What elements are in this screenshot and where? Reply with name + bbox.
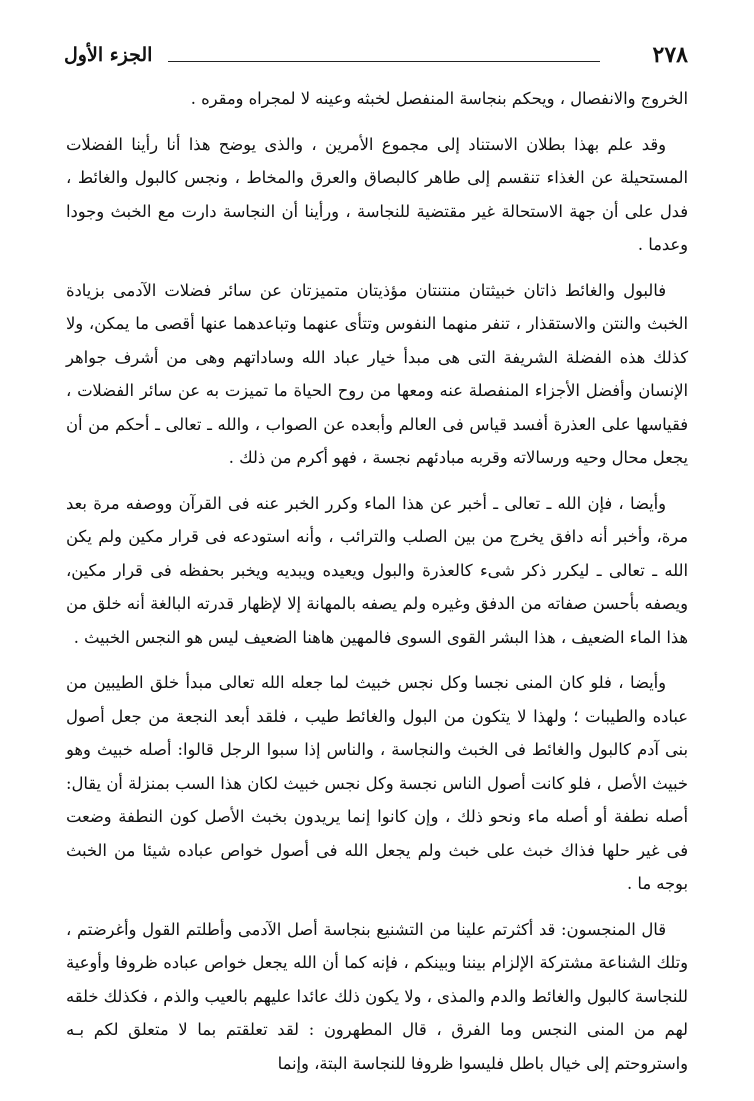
page-number: ٢٧٨ <box>652 42 688 68</box>
paragraph-2: وقد علم بهذا بطلان الاستناد إلى مجموع الأمرين ، والذى يوضح هذا أنا رأينا الفضلات المستحيلة عن الغذاء تنقسم إلى طاهر كالبصاق والعرق والمخاط ، ونجس كالبول والغائط ، فدل على أن جهة الاستحالة غير مقتضية للنجاسة ، ورأينا أن النجاسة دارت مع الخبث وجودا وعدما . <box>66 134 688 254</box>
paragraph-3: فالبول والغائط ذاتان خبيثتان منتنتان مؤذيتان متميزتان عن سائر فضلات الآدمى بزيادة الخبث والنتن والاستقذار ، تنفر منهما النفوس وتتأى عنهما وتباعدهما عنها أقصى ما يمكن، ولا كذلك هذه الفضلة الشريفة التى هى مبدأ خيار عباد الله وساداتهم وهى من أشرف جواهر الإنسان وأفضل الأجزاء المنفصلة عنه ومعها من روح الحياة ما تميزت به عن سائر الفضلات ، فقياسها على العذرة أفسد قياس فى العالم وأبعده عن الصواب ، والله ـ تعالى ـ أحكم من أن يجعل محال وحيه ورسالاته وقربه مبادئهم نجسة ، فهو أكرم من ذلك . <box>66 280 688 467</box>
paragraph-6: قال المنجسون: قد أكثرتم علينا من التشنيع بنجاسة أصل الآدمى وأطلتم القول وأغرضتم ، وتلك الشناعة مشتركة الإلزام بيننا وبينكم ، فإنه كما أن الله يجعل خواص عباده ظروفا وأوعية للنجاسة كالبول والغائط والدم والمذى ، ولا يكون ذلك عائدا عليهم بالعيب والذم ، فكذلك خلقه لهم من المنى النجس وما الفرق ، قال المطهرون : لقد تعلقتم بما لا متعلق لكم بـه واستروحتم إلى خيال باطل فليسوا ظروفا للنجاسة البتة، وإنما <box>66 919 688 1073</box>
page-header <box>64 40 688 80</box>
paragraph-1: الخروج والانفصال ، ويحكم بنجاسة المنفصل لخبثه وعينه لا لمجراه ومقره . <box>190 89 688 108</box>
paragraph-5: وأيضا ، فلو كان المنى نجسا وكل نجس خبيث لما جعله الله تعالى مبدأ خلق الطيبين من عباده والطيبات ؛ ولهذا لا يتكون من البول والغائط طيب ، فلقد أبعد النجعة من جعل أصول بنى آدم كالبول والغائط فى الخبث والنجاسة ، والناس إذا سبوا الرجل قالوا: أصله خبيث وهو خبيث الأصل ، فلو كانت أصول الناس نجسة وكل نجس خبيث لكان هذا السب بمنزلة أن يقال: أصله نطفة أو أصله ماء ونحو ذلك ، وإن كانوا إنما يريدون بخبث الأصل كون النطفة وضعت فى غير حلها فذاك خبث على خبث ولم يجعل الله فى أصول خواص عباده شيئا من الخبث بوجه ما . <box>66 673 688 893</box>
paragraph-4: وأيضا ، فإن الله ـ تعالى ـ أخبر عن هذا الماء وكرر الخبر عنه فى القرآن ووصفه مرة بعد مرة، وأخبر أنه دافق يخرج من بين الصلب والترائب ، وأنه استودعه فى قرار مكين ولم يكن الله ـ تعالى ـ ليكرر ذكر شىء كالعذرة والبول ويعيده ويبديه ويخبر بحفظه فى قرار مكين، ويصفه بأحسن صفاته من الدفق وغيره ولم يصفه بالمهانة إلا لإظهار قدرته البالغة أنه خلق من هذا الماء الضعيف ، هذا البشر القوى السوى فالمهين هاهنا الضعيف ليس هو النجس الخبيث . <box>66 493 688 647</box>
running-title: الجزء الأول <box>64 44 153 66</box>
page-body <box>66 82 688 1080</box>
header-rule <box>168 61 600 62</box>
